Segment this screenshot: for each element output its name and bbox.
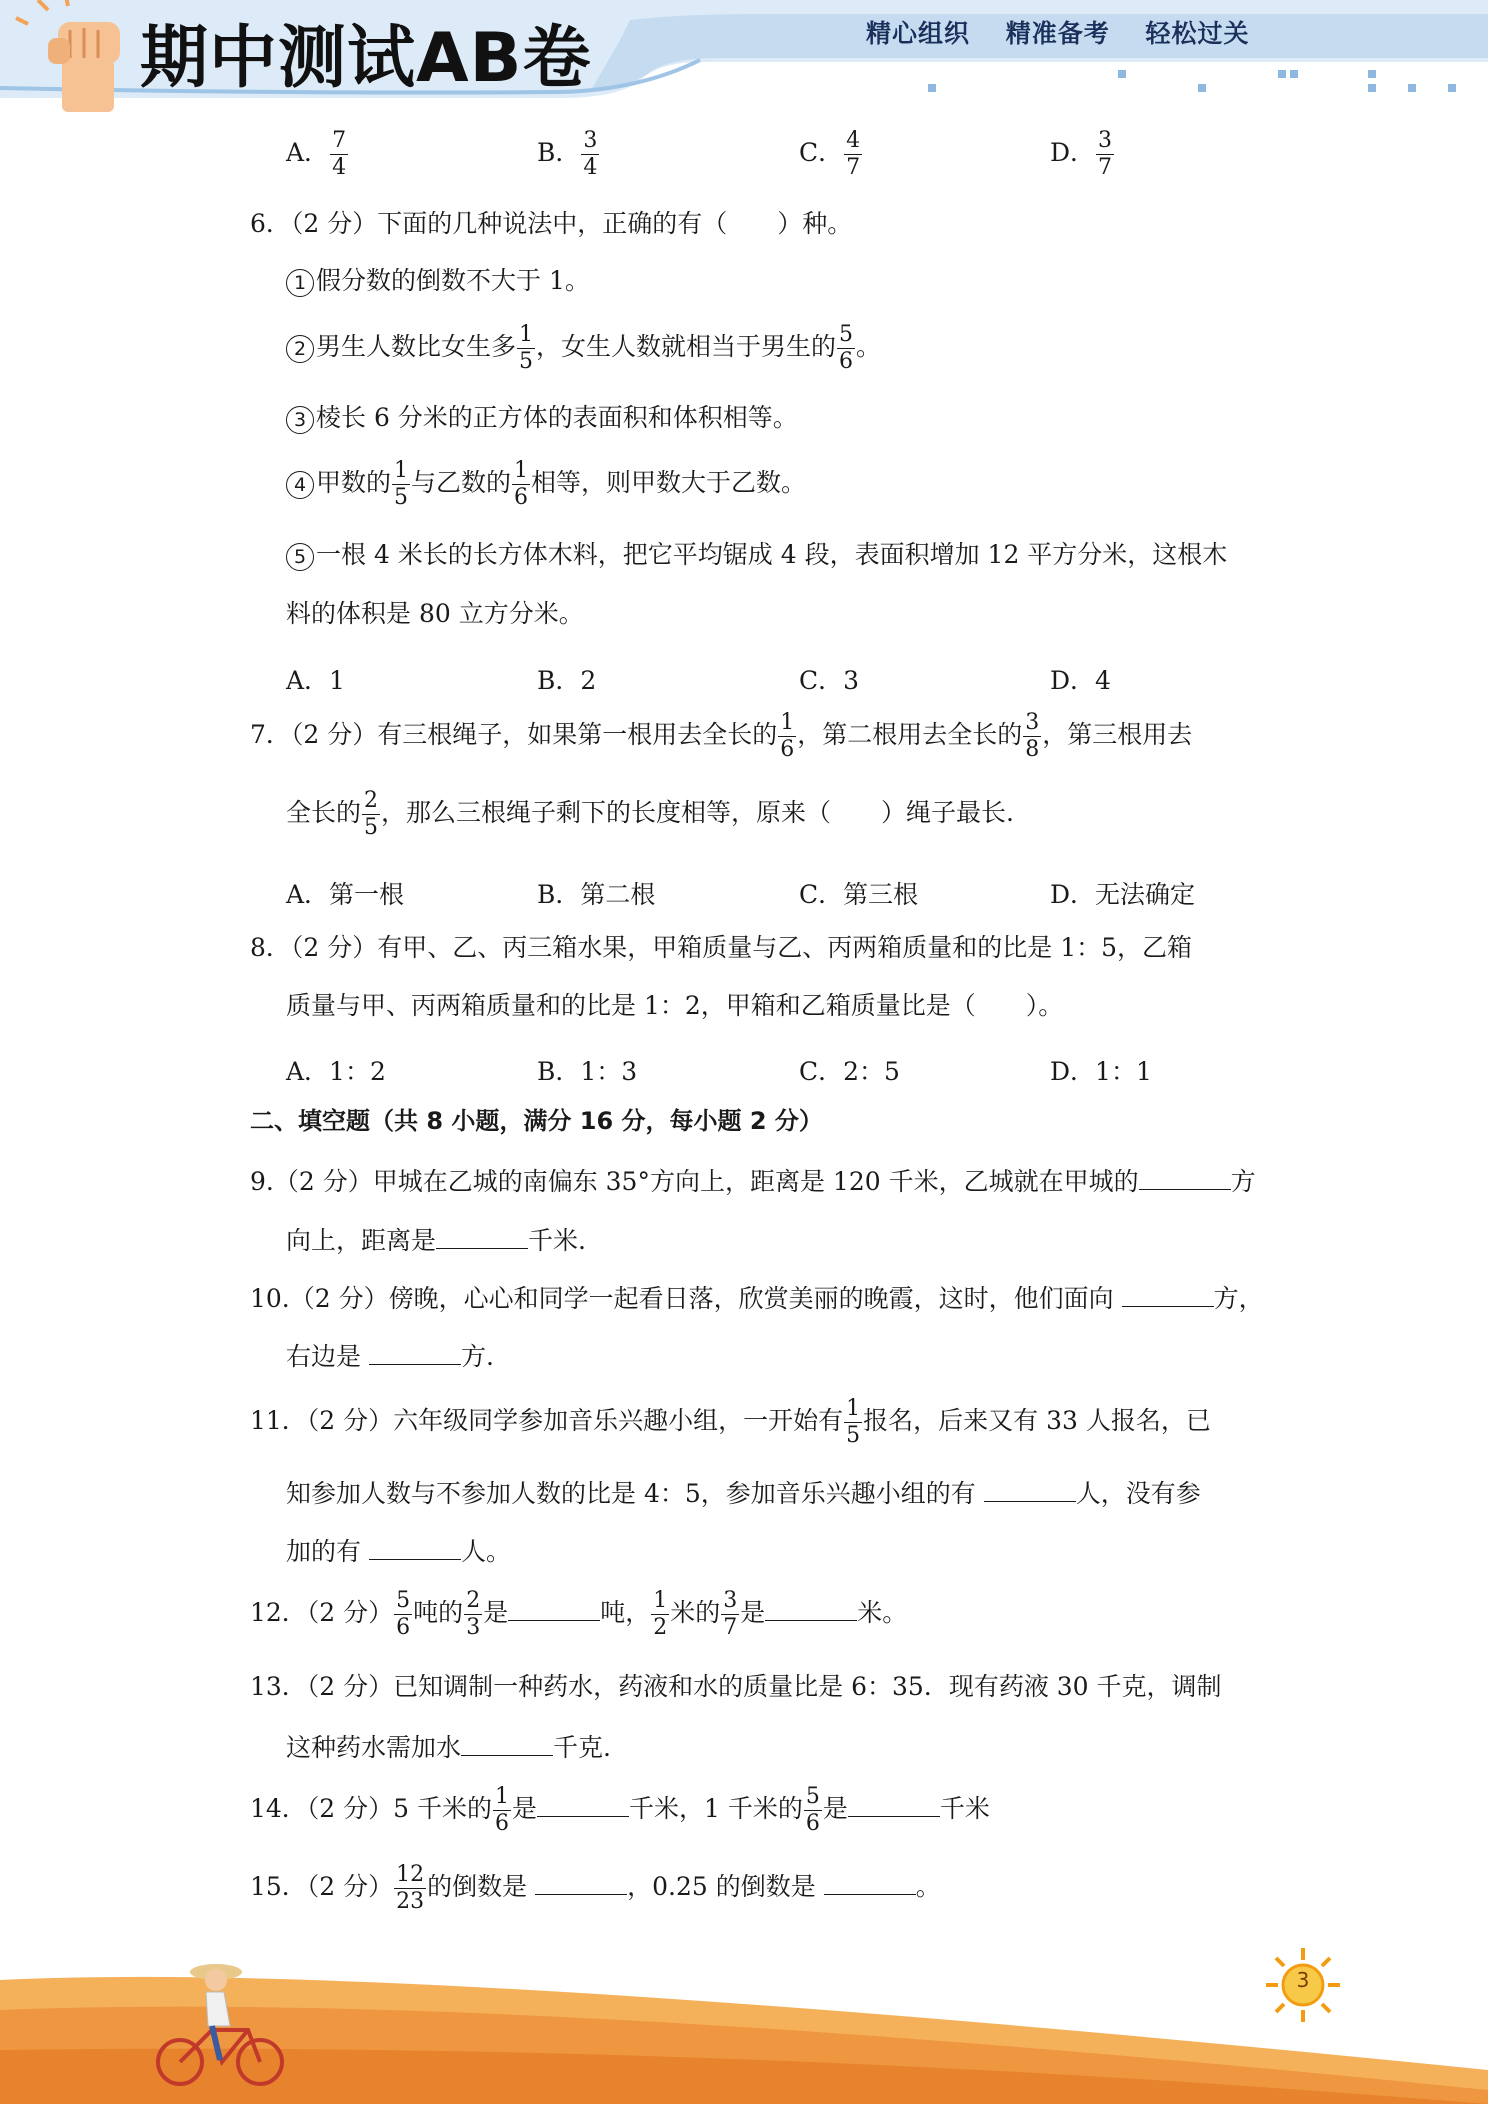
answer-blank[interactable]: [984, 1479, 1076, 1502]
question-text: 全长的: [286, 798, 362, 827]
q5-option-d: [1050, 130, 1115, 179]
q10-line2: [286, 1342, 494, 1369]
numerator: 3: [583, 128, 598, 153]
question-text: ，第二根用去全长的: [797, 720, 1023, 749]
q5-option-a: [286, 130, 349, 179]
option-label: C．: [799, 138, 844, 167]
question-text: 的倒数是: [427, 1872, 536, 1901]
statement-text: 甲数的: [316, 468, 392, 497]
question-text: 千克.: [553, 1733, 611, 1762]
fraction: [844, 1398, 862, 1447]
q5-option-c: [799, 130, 863, 179]
q7-option-a: A．第一根: [286, 880, 405, 909]
q11-line1: [250, 1398, 1211, 1447]
denominator: 7: [723, 1615, 738, 1640]
fraction: [362, 790, 380, 839]
q6-option-b: B．2: [537, 666, 597, 695]
fraction: [493, 1786, 511, 1835]
fraction: [1023, 712, 1041, 761]
q6-statement-4: [286, 460, 806, 509]
question-text: 吨，: [600, 1598, 651, 1627]
q9-line1: [250, 1167, 1256, 1194]
circled-number: 4: [286, 471, 314, 499]
denominator: 6: [514, 485, 529, 510]
denominator: 6: [839, 349, 854, 374]
numerator: 3: [1025, 710, 1040, 735]
q8-option-c: C．2：5: [799, 1057, 900, 1086]
answer-blank[interactable]: [535, 1872, 627, 1895]
question-text: 11．（2 分）六年级同学参加音乐兴趣小组，一开始有: [250, 1406, 844, 1435]
q6-option-d: D．4: [1050, 666, 1111, 695]
numerator: 1: [495, 1784, 510, 1809]
numerator: 5: [805, 1784, 820, 1809]
question-text: 7．（2 分）有三根绳子，如果第一根用去全长的: [250, 720, 778, 749]
question-text: 右边是: [286, 1342, 369, 1371]
question-text: 10.（2 分）傍晚，心心和同学一起看日落，欣赏美丽的晚霞，这时，他们面向: [250, 1284, 1122, 1313]
question-text: 这种药水需加水: [286, 1733, 462, 1762]
answer-blank[interactable]: [765, 1598, 857, 1621]
answer-blank[interactable]: [537, 1794, 629, 1817]
numerator: 1: [394, 458, 409, 483]
numerator: 2: [466, 1588, 481, 1613]
fraction: [464, 1590, 482, 1639]
statement-text: 。: [856, 332, 882, 361]
answer-blank[interactable]: [369, 1342, 461, 1365]
denominator: 5: [394, 485, 409, 510]
q13-line2: [286, 1733, 611, 1760]
fraction: [837, 324, 855, 373]
question-text: 方，: [1213, 1284, 1264, 1313]
q8-option-d: D．1：1: [1050, 1057, 1152, 1086]
cyclist-icon: [150, 1950, 290, 2090]
numerator: 1: [653, 1588, 668, 1613]
question-text: ，那么三根绳子剩下的长度相等，原来（ ）绳子最长.: [381, 798, 1014, 827]
q5-option-b: [537, 130, 600, 179]
question-text: 人。: [460, 1537, 511, 1566]
section-title: 二、填空题（共 8 小题，满分 16 分，每小题 2 分）: [250, 1107, 823, 1135]
question-text: 千米.: [528, 1226, 586, 1255]
q11-line3: [286, 1537, 511, 1564]
slogan-1: 精心组织: [866, 19, 971, 48]
numerator: 3: [723, 1588, 738, 1613]
denominator: 6: [396, 1615, 411, 1640]
circled-number: 2: [286, 335, 314, 363]
answer-blank[interactable]: [848, 1794, 940, 1817]
denominator: 6: [495, 1811, 510, 1836]
q6-option-c: C．3: [799, 666, 860, 695]
question-text: 向上，距离是: [286, 1226, 437, 1255]
answer-blank[interactable]: [461, 1733, 553, 1756]
statement-text: 与乙数的: [411, 468, 512, 497]
q9-line2: [286, 1226, 586, 1253]
answer-blank[interactable]: [1139, 1167, 1231, 1190]
slogan-3: 轻松过关: [1145, 19, 1250, 48]
statement-text: 棱长 6 分米的正方体的表面积和体积相等。: [316, 403, 798, 432]
numerator: 1: [780, 710, 795, 735]
answer-blank[interactable]: [508, 1598, 600, 1621]
q6-stem: 6．（2 分）下面的几种说法中，正确的有（ ）种。: [250, 209, 853, 238]
numerator: 3: [1098, 128, 1113, 153]
q6-statement-5-line1: [286, 542, 1227, 571]
statement-text: 一根 4 米长的长方体木料，把它平均锯成 4 段，表面积增加 12 平方分米，这根木: [316, 540, 1228, 569]
circled-number: 3: [286, 406, 314, 434]
q10-line1: [250, 1284, 1264, 1311]
denominator: 5: [519, 349, 534, 374]
option-label: A．: [286, 138, 330, 167]
question-text: 方: [1230, 1167, 1256, 1196]
q6-statement-5-line2: 料的体积是 80 立方分米。: [286, 599, 584, 628]
statement-text: 男生人数比女生多: [316, 332, 517, 361]
circled-number: 5: [286, 543, 314, 571]
numerator: 2: [364, 788, 379, 813]
fraction: [512, 460, 530, 509]
numerator: 12: [396, 1862, 425, 1887]
q7-stem-line2: [286, 790, 1014, 839]
numerator: 5: [396, 1588, 411, 1613]
slogan-2: 精准备考: [1005, 19, 1110, 48]
answer-blank[interactable]: [824, 1872, 916, 1895]
denominator: 7: [846, 155, 861, 180]
question-text: 是: [822, 1794, 848, 1823]
denominator: 5: [364, 815, 379, 840]
denominator: 4: [332, 155, 347, 180]
question-text: 9.（2 分）甲城在乙城的南偏东 35°方向上，距离是 120 千米，乙城就在甲城的: [250, 1167, 1139, 1196]
q6-statement-1: [286, 268, 590, 297]
answer-blank[interactable]: [436, 1226, 528, 1249]
question-text: 15．（2 分）: [250, 1872, 394, 1901]
fraction: [394, 1590, 412, 1639]
fraction: [804, 1786, 822, 1835]
q12-line: [250, 1590, 907, 1639]
fraction: [778, 712, 796, 761]
fraction: [1096, 130, 1114, 179]
question-text: 方.: [460, 1342, 494, 1371]
q7-stem-line1: [250, 712, 1192, 761]
question-text: 千米: [939, 1794, 990, 1823]
numerator: 1: [519, 322, 534, 347]
q7-option-b: B．第二根: [537, 880, 656, 909]
circled-number: 1: [286, 269, 314, 297]
fraction: [721, 1590, 739, 1639]
question-text: 加的有: [286, 1537, 369, 1566]
numerator: 4: [846, 128, 861, 153]
denominator: 7: [1098, 155, 1113, 180]
fraction: [581, 130, 599, 179]
statement-text: 假分数的倒数不大于 1。: [316, 266, 590, 295]
denominator: 4: [583, 155, 598, 180]
denominator: 23: [396, 1889, 425, 1914]
denominator: 8: [1025, 737, 1040, 762]
answer-blank[interactable]: [369, 1537, 461, 1560]
exam-title: 期中测试AB卷: [140, 19, 592, 98]
question-text: 14．（2 分）5 千米的: [250, 1794, 493, 1823]
q13-line1: 13．（2 分）已知调制一种药水，药液和水的质量比是 6：35．现有药液 30 千克，调制: [250, 1672, 1222, 1701]
q8-stem-line1: 8．（2 分）有甲、乙、丙三箱水果，甲箱质量与乙、丙两箱质量和的比是 1：5，乙箱: [250, 933, 1193, 962]
denominator: 5: [846, 1423, 861, 1448]
q8-stem-line2: 质量与甲、丙两箱质量和的比是 1：2，甲箱和乙箱质量比是（ ）。: [286, 991, 1064, 1020]
question-text: 。: [915, 1872, 941, 1901]
fraction: [330, 130, 348, 179]
question-text: 千米，1 千米的: [629, 1794, 803, 1823]
question-text: 是: [740, 1598, 766, 1627]
option-label: D．: [1050, 138, 1096, 167]
question-text: 报名，后来又有 33 人报名，已: [863, 1406, 1211, 1435]
question-text: 是: [512, 1794, 538, 1823]
page-number: 3: [1296, 1968, 1310, 1992]
fraction: [392, 460, 410, 509]
question-text: ，0.25 的倒数是: [627, 1872, 824, 1901]
question-text: 米的: [670, 1598, 721, 1627]
q6-statement-3: [286, 405, 798, 434]
q8-option-a: A．1：2: [286, 1057, 386, 1086]
question-text: 米。: [857, 1598, 908, 1627]
denominator: 6: [805, 1811, 820, 1836]
q6-option-a: A．1: [286, 666, 345, 695]
numerator: 1: [514, 458, 529, 483]
q6-statement-2: [286, 324, 881, 373]
numerator: 5: [839, 322, 854, 347]
q8-option-b: B．1：3: [537, 1057, 638, 1086]
q7-option-c: C．第三根: [799, 880, 919, 909]
answer-blank[interactable]: [1122, 1284, 1214, 1307]
question-text: 吨的: [413, 1598, 464, 1627]
option-label: B．: [537, 138, 581, 167]
fraction: [651, 1590, 669, 1639]
question-text: 人，没有参: [1075, 1479, 1201, 1508]
statement-text: ，女生人数就相当于男生的: [536, 332, 837, 361]
denominator: 6: [780, 737, 795, 762]
q11-line2: [286, 1479, 1201, 1506]
numerator: 7: [332, 128, 347, 153]
q14-line: [250, 1786, 990, 1835]
question-text: 12．（2 分）: [250, 1598, 394, 1627]
q7-option-d: D．无法确定: [1050, 880, 1196, 909]
question-text: 知参加人数与不参加人数的比是 4：5，参加音乐兴趣小组的有: [286, 1479, 984, 1508]
denominator: 2: [653, 1615, 668, 1640]
statement-text: 相等，则甲数大于乙数。: [531, 468, 807, 497]
fraction: [517, 324, 535, 373]
question-text: ，第三根用去: [1042, 720, 1193, 749]
denominator: 3: [466, 1615, 481, 1640]
numerator: 1: [846, 1396, 861, 1421]
fraction: [844, 130, 862, 179]
question-text: 是: [483, 1598, 509, 1627]
